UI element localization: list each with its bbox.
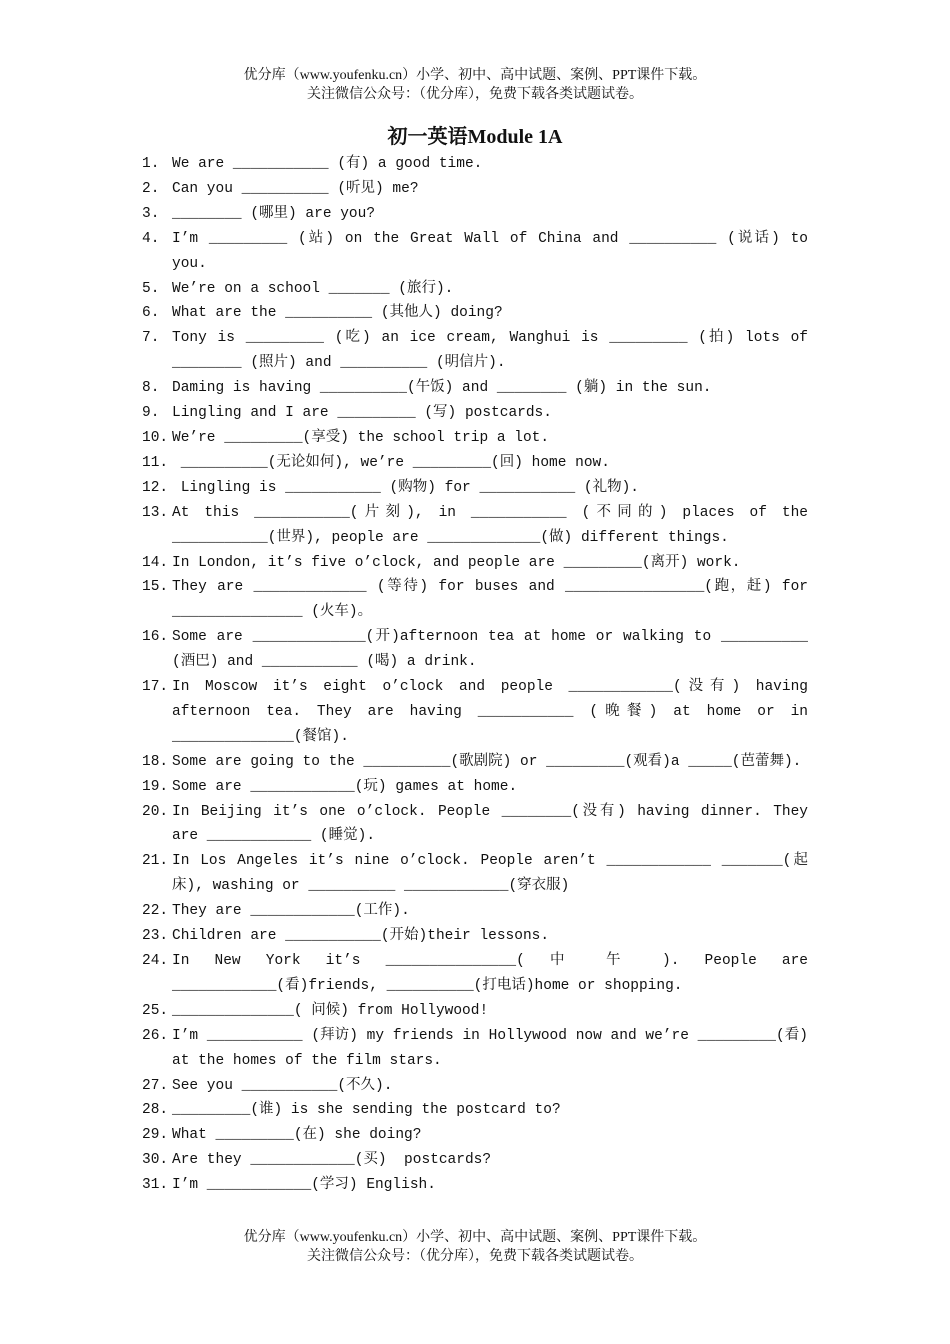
question-number: 25. <box>142 1002 169 1019</box>
question-item <box>142 301 808 326</box>
question-text: Lingling and I are _________ (写) postcards. <box>172 405 552 422</box>
page-footer <box>0 1228 950 1266</box>
question-number: 10. <box>142 429 169 446</box>
question-text: Children are ___________(开始)their lessons. <box>172 928 550 945</box>
question-text: I’m ____________(学习) English. <box>172 1177 436 1194</box>
question-number: 26. <box>142 1027 169 1044</box>
question-text: What are the __________ (其他人) doing? <box>172 305 503 322</box>
question-number: 24. <box>142 953 169 969</box>
question-text: See you ___________(不久). <box>172 1077 393 1094</box>
question-list <box>142 152 817 1198</box>
question-item <box>142 1173 808 1198</box>
question-text: Can you __________ (听见) me? <box>172 180 419 197</box>
question-number: 12. <box>142 479 169 496</box>
question-number: 30. <box>142 1152 169 1169</box>
question-item <box>142 227 817 277</box>
question-number: 18. <box>142 753 169 770</box>
question-item <box>142 451 808 476</box>
question-text: In New York it’s _______________( 中 午 ). People are ____________(看)friends, __________(打电话)home or shopping. <box>172 953 817 994</box>
question-item <box>142 800 817 850</box>
question-item <box>142 849 808 899</box>
question-number: 31. <box>142 1177 169 1194</box>
footer-line-2: 关注微信公众号：（优分库），免费下载各类试题试卷。 <box>307 1249 643 1264</box>
question-number: 16. <box>142 629 169 646</box>
header-line-1: 优分库（www.youfenku.cn）小学、初中、高中试题、案例、PPT课件下载。 <box>243 68 707 83</box>
question-item <box>142 551 808 576</box>
question-number: 22. <box>142 903 169 920</box>
question-item <box>142 775 808 800</box>
question-text: In Los Angeles it’s nine o’clock. People aren’t ____________ _______(起床), washing or __________ ____________(穿衣服) <box>172 853 808 895</box>
question-number: 9. <box>142 405 160 422</box>
question-text: We’re on a school _______ (旅行). <box>172 280 454 297</box>
question-number: 19. <box>142 778 169 795</box>
question-item <box>142 924 808 949</box>
page-header <box>0 66 950 104</box>
question-text: Lingling is ___________ (购物) for ___________ (礼物). <box>172 479 639 496</box>
question-number: 20. <box>142 803 169 820</box>
question-text: I’m _________ (站) on the Great Wall of China and __________ (说话) to you. <box>172 230 817 272</box>
question-text: In Moscow it’s eight o’clock and people ____________(没有) having afternoon tea. They are having ___________ (晚餐) at home or in ______________(餐馆). <box>172 679 817 745</box>
question-item <box>142 326 817 376</box>
question-text: Some are _____________(开)afternoon tea at home or walking to __________ (酒巴) and ___________ (喝) a drink. <box>172 629 817 671</box>
header-line-2: 关注微信公众号：（优分库），免费下载各类试题试卷。 <box>307 87 643 102</box>
question-item <box>142 202 808 227</box>
question-item <box>142 1074 808 1099</box>
question-number: 6. <box>142 305 160 322</box>
question-item <box>142 501 817 551</box>
question-item <box>142 1098 808 1123</box>
question-text: In Beijing it’s one o’clock. People ________(没有) having dinner. They are ____________ (睡觉). <box>172 803 817 845</box>
question-text: At this ___________(片刻), in ___________ (不同的) places of the ___________(世界), people are _____________(做) different things. <box>172 504 817 546</box>
question-number: 15. <box>142 579 169 596</box>
question-item <box>142 277 808 302</box>
question-text: Some are going to the __________(歌剧院) or _________(观看)a _____(芭蕾舞). <box>172 753 802 770</box>
question-item <box>142 1024 817 1074</box>
question-item <box>142 899 808 924</box>
question-item <box>142 476 808 501</box>
question-item <box>142 625 817 675</box>
question-number: 2. <box>142 180 160 197</box>
question-item <box>142 376 808 401</box>
question-item <box>142 1123 808 1148</box>
question-number: 14. <box>142 554 169 571</box>
question-text: They are ____________(工作). <box>172 903 410 920</box>
question-text: _________(谁) is she sending the postcard to? <box>172 1102 561 1119</box>
question-text: They are _____________ (等待) for buses and ________________(跑，赶) for _______________ (火车)。 <box>172 579 817 621</box>
question-text: What _________(在) she doing? <box>172 1127 422 1144</box>
question-item <box>142 949 817 999</box>
question-item <box>142 575 817 625</box>
question-number: 27. <box>142 1077 169 1094</box>
question-item <box>142 426 808 451</box>
question-item <box>142 675 817 750</box>
question-number: 7. <box>142 330 160 347</box>
question-number: 1. <box>142 156 160 172</box>
question-text: ________ (哪里) are you? <box>172 205 376 222</box>
question-number: 5. <box>142 280 160 297</box>
question-item <box>142 1148 808 1173</box>
question-number: 13. <box>142 504 169 521</box>
page-title: 初一英语Module 1A <box>387 126 563 148</box>
question-text: In London, it’s five o’clock, and people are _________(离开) work. <box>172 554 741 571</box>
question-text: We are ___________ (有) a good time. <box>172 156 483 172</box>
question-item <box>142 177 808 202</box>
question-number: 11. <box>142 454 169 471</box>
question-text: Some are ____________(玩) games at home. <box>172 778 518 795</box>
question-number: 8. <box>142 380 160 397</box>
question-number: 23. <box>142 928 169 945</box>
question-number: 4. <box>142 230 160 247</box>
question-number: 3. <box>142 205 160 222</box>
question-number: 28. <box>142 1102 169 1119</box>
question-text: Tony is _________ (吃) an ice cream, Wanghui is _________ (拍) lots of ________ (照片) and __________ (明信片). <box>172 330 817 372</box>
question-item <box>142 999 808 1024</box>
question-text: Are they ____________(买) postcards? <box>172 1152 492 1169</box>
question-item <box>142 750 808 775</box>
question-number: 29. <box>142 1127 169 1144</box>
question-text: I’m ___________ (拜访) my friends in Hollywood now and we’re _________(看) at the homes of the film stars. <box>172 1027 817 1069</box>
footer-line-1: 优分库（www.youfenku.cn）小学、初中、高中试题、案例、PPT课件下载。 <box>243 1230 707 1245</box>
question-text: We’re _________(享受) the school trip a lot. <box>172 429 550 446</box>
question-item <box>142 152 808 177</box>
question-text: ______________( 问候) from Hollywood! <box>172 1002 489 1019</box>
question-number: 21. <box>142 853 169 870</box>
question-item <box>142 401 808 426</box>
question-text: __________(无论如何), we’re _________(回) home now. <box>172 454 610 471</box>
question-text: Daming is having __________(午饭) and ________ (躺) in the sun. <box>172 380 712 397</box>
question-number: 17. <box>142 679 169 696</box>
